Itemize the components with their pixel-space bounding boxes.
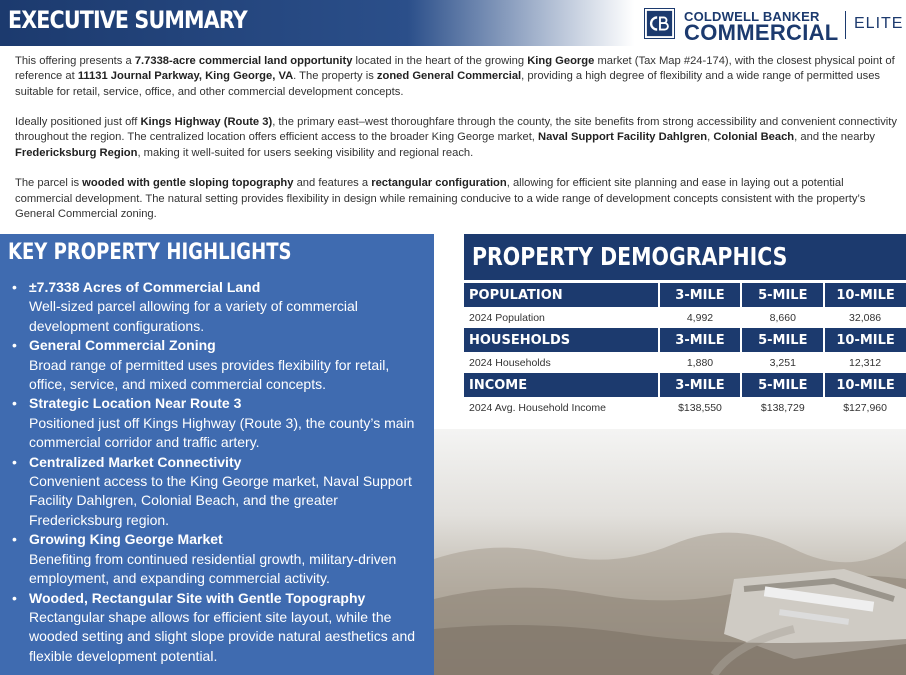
bullet-icon: • [12,453,17,470]
column-header: 10-MILE [824,328,906,352]
highlight-item [12,394,420,452]
column-header: 5-MILE [741,283,824,307]
emphasis-text: rectangular configuration [371,177,507,190]
summary-paragraph-3 [15,176,900,222]
row-label: 2024 Households [469,356,551,369]
emphasis-text: wooded with gentle sloping topography [82,177,294,190]
highlights-title: KEY PROPERTY HIGHLIGHTS [8,240,292,265]
table-cell: 3,251 [769,356,796,369]
aerial-photo-illustration [434,429,906,675]
column-header: 3-MILE [659,283,742,307]
highlight-heading: General Commercial Zoning [29,337,216,354]
row-label: 2024 Population [469,311,545,324]
column-header: 3-MILE [659,373,742,397]
emphasis-text: Fredericksburg Region [15,146,138,159]
summary-text [15,54,900,238]
table-header-row [464,328,906,352]
highlight-heading: ±7.7338 Acres of Commercial Land [29,279,261,295]
summary-paragraph-1 [15,54,900,100]
column-header: 10-MILE [824,283,906,307]
header-banner [0,0,906,46]
key-highlights-panel [0,234,434,675]
page-title: EXECUTIVE SUMMARY [8,6,247,34]
table-cell: $138,729 [760,401,805,414]
logo-divider [845,11,846,39]
summary-paragraph-2 [15,115,900,161]
table-cell: 12,312 [849,356,882,369]
column-header: 3-MILE [659,328,742,352]
table-row [464,307,906,328]
table-cell: 4,992 [686,311,714,324]
column-header: 10-MILE [824,373,906,397]
body-text: , and the nearby [794,131,876,144]
cb-monogram-icon [644,8,675,39]
highlight-heading: Wooded, Rectangular Site with Gentle Topography [29,589,366,606]
highlight-item [12,530,420,588]
body-text: , [707,131,714,144]
logo-text-line1: COLDWELL BANKER [684,9,820,24]
highlight-description: Well-sized parcel allowing for a variety of commercial development configurations. [29,298,358,334]
table-cell: $138,550 [678,401,722,414]
highlight-description: Positioned just off Kings Highway (Route 3), the county’s main commercial corridor and traffic artery. [29,414,415,451]
demographics-title: PROPERTY DEMOGRAPHICS [472,242,788,271]
bullet-icon: • [12,337,17,354]
bullet-icon: • [12,395,17,412]
row-label: 2024 Avg. Household Income [469,401,606,414]
highlight-item [12,336,420,394]
highlight-item [12,589,420,667]
table-row [464,352,906,373]
table-header-row [464,373,906,397]
body-text: Ideally positioned just off [15,116,141,129]
body-text: , making it well-suited for users seeking visibility and regional reach. [137,146,474,159]
bullet-icon: • [12,279,17,295]
highlight-heading: Centralized Market Connectivity [29,453,242,470]
table-cell: 32,086 [849,311,882,324]
demographics-table [464,283,906,418]
logo-text-line2: COMMERCIAL [684,20,839,45]
table-cell: $127,960 [843,401,887,414]
highlights-list [12,278,420,666]
body-text: . The property is [293,70,377,83]
table-header-row [464,283,906,307]
emphasis-text: zoned General Commercial [376,70,522,83]
column-header: 5-MILE [741,373,824,397]
table-cell: 1,880 [686,356,714,369]
body-text: This offering presents a [15,55,135,67]
bullet-icon: • [12,531,17,548]
emphasis-text: Colonial Beach [713,131,795,144]
logo-elite: ELITE [854,15,904,32]
highlight-heading: Growing King George Market [29,531,223,548]
body-text: and features a [293,177,372,190]
emphasis-text: 7.7338-acre commercial land opportunity [134,55,353,67]
body-text: , the primary east–west thoroughfare through the county, the site benefits from strong accessibility and convenient connectivity throughout the region. The centralized location offers efficient access to the broader King George market, [15,116,897,144]
emphasis-text: Naval Support Facility Dahlgren [538,131,708,144]
body-text: market (Tax Map #24-174), with the closest physical point of reference at [15,55,895,83]
section-label-income: INCOME [464,373,659,397]
demographics-title-bar [464,234,906,280]
table-row [464,397,906,418]
section-label-households: HOUSEHOLDS [464,328,659,352]
highlight-item [12,453,420,531]
aerial-photo [434,429,906,675]
highlight-description: Convenient access to the King George market, Naval Support Facility Dahlgren, Colonial Beach, and the greater Fredericksburg region. [29,473,412,528]
emphasis-text: King George [527,55,595,67]
highlight-heading: Strategic Location Near Route 3 [29,395,242,412]
body-text: , providing a high degree of flexibility and a wide range of permitted uses suitable for retail, service, office, and other commercial development concepts. [15,70,881,98]
emphasis-text: 11131 Journal Parkway, King George, VA [77,70,294,83]
company-logo [644,8,904,45]
body-text: , allowing for efficient site planning and ease in laying out a potential commercial development. The natural setting provides flexibility in design while remaining conducive to a wide range of development concepts consistent with the property’s General Commercial zoning. [15,177,866,220]
highlight-description: Broad range of permitted uses provides flexibility for retail, office, service, and mixed commercial concepts. [29,356,390,393]
bullet-icon: • [12,589,17,606]
table-cell: 8,660 [769,311,796,324]
column-header: 5-MILE [741,328,824,352]
section-label-population: POPULATION [464,283,659,307]
highlight-item [12,278,420,336]
body-text: located in the heart of the growing [352,55,528,67]
highlight-description: Rectangular shape allows for efficient site layout, while the wooded setting and slight slope provide natural aesthetics and flexible development potential. [29,608,416,664]
highlight-description: Benefiting from continued residential growth, military-driven employment, and expanding commercial activity. [29,550,397,587]
body-text: The parcel is [15,177,83,190]
emphasis-text: Kings Highway (Route 3) [140,116,273,129]
demographics-panel [434,234,906,675]
